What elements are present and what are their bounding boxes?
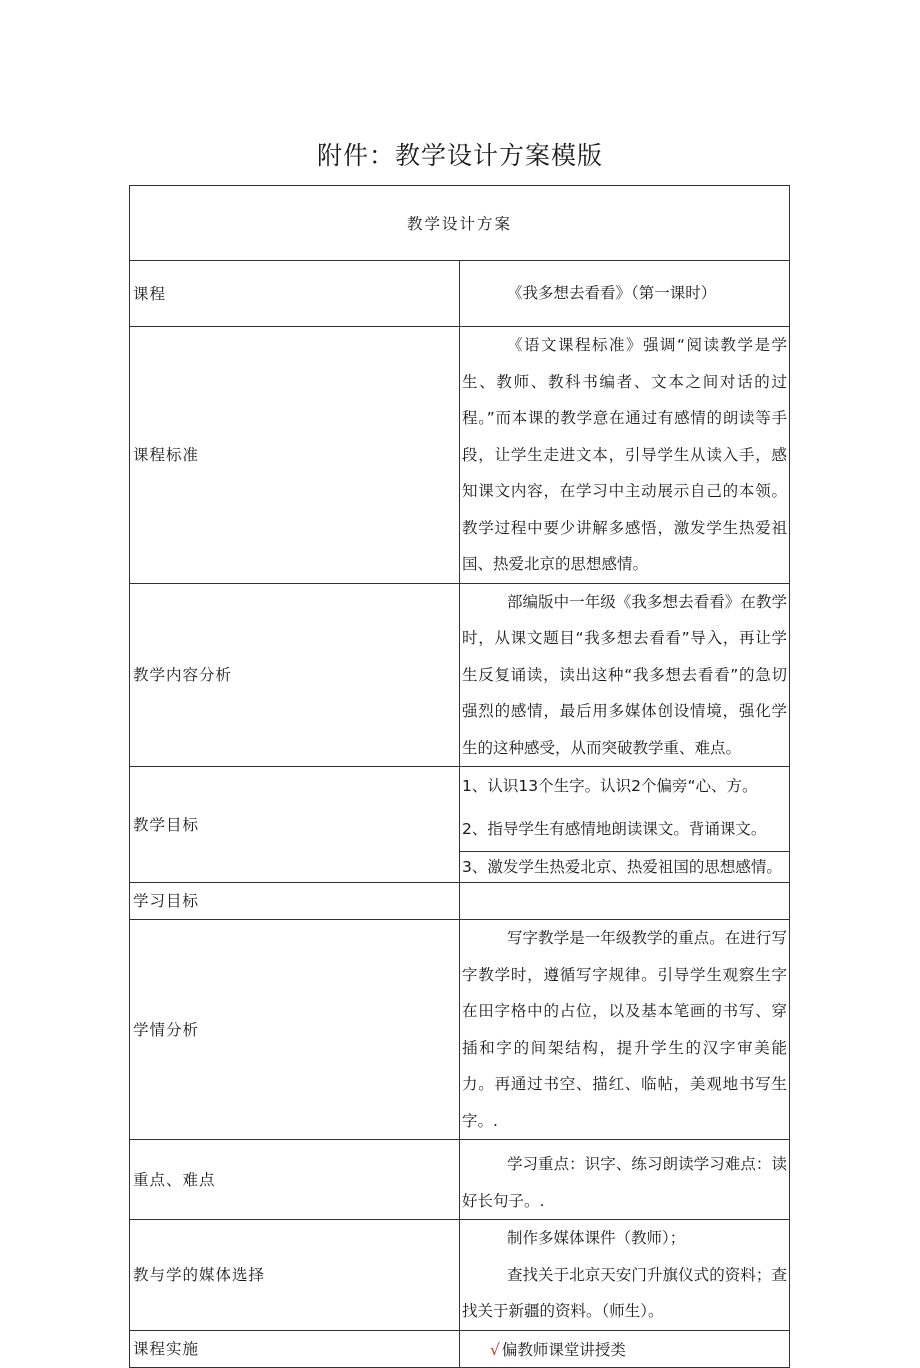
goal-item: 3、激发学生热爱北京、热爱祖国的思想感情。 [460, 851, 789, 882]
goals-cell [460, 767, 790, 883]
learning-goals-value [460, 883, 790, 920]
student-analysis-label: 学情分析 [130, 920, 460, 1140]
goal-item: 2、指导学生有感情地朗读课文。背诵课文。 [462, 820, 767, 838]
table-row-implementation [130, 1330, 790, 1367]
table-row-learning-goals [130, 883, 790, 920]
key-points-label: 重点、难点 [130, 1140, 460, 1220]
media-line-1: 制作多媒体课件（教师）； [506, 1229, 686, 1247]
table-row-goals [130, 767, 790, 883]
key-points-text: 学习重点：识字、练习朗读学习难点：读好长句子。. [462, 1155, 787, 1210]
table-header: 教学设计方案 [130, 186, 790, 261]
student-analysis-text: 写字教学是一年级教学的重点。在进行写字教学时，遵循写字规律。引导学生观察生字在田字格中的占位，以及基本笔画的书写、穿插和字的间架结构，提升学生的汉字审美能力。再通过书空、描红、临帖，美观地书写生字。. [462, 929, 787, 1130]
document-title: 附件：教学设计方案模版 [316, 141, 603, 170]
implementation-label: 课程实施 [130, 1330, 460, 1367]
implementation-cell [460, 1330, 790, 1367]
standard-text: 《语文课程标准》强调“阅读教学是学生、教师、教科书编者、文本之间对话的过程。”而本课的教学意在通过有感情的朗读等手段，让学生走进文本，引导学生从读入手，感知课文内容，在学习中主动展示自己的本领。教学过程中要少讲解多感悟，激发学生热爱祖国、热爱北京的思想感情。 [462, 336, 787, 573]
media-cell [460, 1220, 790, 1331]
course-value-cell [460, 261, 790, 327]
table-row-media [130, 1220, 790, 1331]
student-analysis-cell [460, 920, 790, 1140]
goal-item: 1、认识13个生字。认识2个偏旁“心、方。 [462, 777, 758, 795]
key-points-cell [460, 1140, 790, 1220]
learning-goals-label: 学习目标 [130, 883, 460, 920]
table-row-content-analysis [130, 583, 790, 767]
table-row-student-analysis [130, 920, 790, 1140]
table-row-header [130, 186, 790, 261]
content-analysis-cell [460, 583, 790, 767]
media-line-2: 查找关于北京天安门升旗仪式的资料；查找关于新疆的资料。（师生）。 [462, 1265, 787, 1320]
course-value: 《我多想去看看》（第一课时） [506, 284, 717, 303]
media-label: 教与学的媒体选择 [130, 1220, 460, 1331]
teaching-design-table [129, 185, 790, 1368]
table-row-course [130, 261, 790, 327]
standard-cell [460, 327, 790, 584]
standard-label: 课程标准 [130, 327, 460, 584]
content-analysis-text: 部编版中一年级《我多想去看看》在教学时，从课文题目“我多想去看看”导入，再让学生反复诵读，读出这种“我多想去看看”的急切强烈的感情，最后用多媒体创设情境，强化学生的这种感受，从而突破教学重、难点。 [462, 592, 787, 757]
checkmark-icon: √ [490, 1340, 500, 1359]
table-row-standard [130, 327, 790, 584]
goals-label: 教学目标 [130, 767, 460, 883]
content-analysis-label: 教学内容分析 [130, 583, 460, 767]
table-row-key-points [130, 1140, 790, 1220]
implementation-value: 偏教师课堂讲授类 [501, 1340, 626, 1359]
course-label: 课程 [130, 261, 460, 327]
